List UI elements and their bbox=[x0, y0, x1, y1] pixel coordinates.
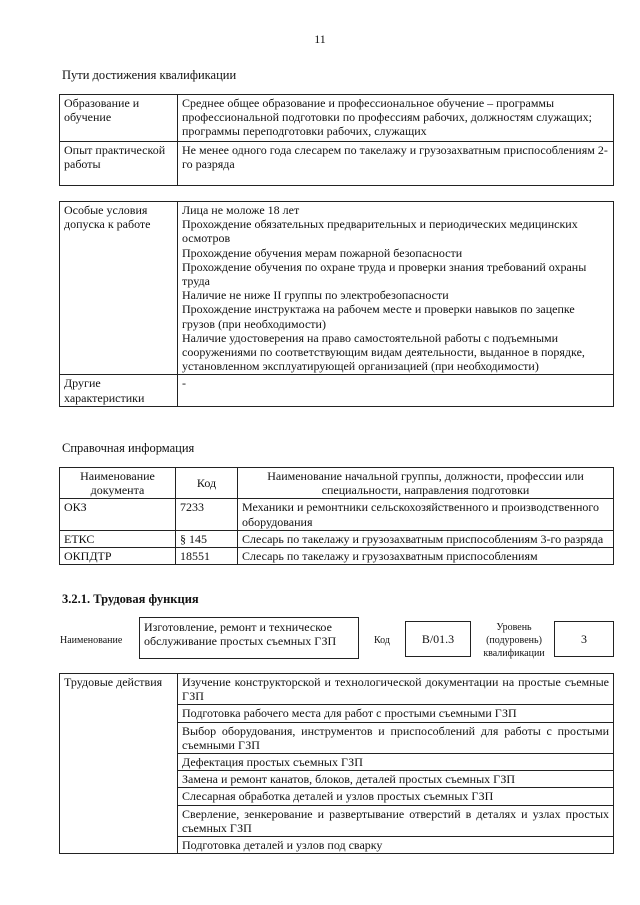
labor-action-item: Изучение конструкторской и технологической документации на простые съемные ГЗП bbox=[178, 674, 614, 705]
table-row bbox=[60, 202, 614, 375]
labor-actions-table bbox=[59, 673, 614, 854]
labor-actions-label: Трудовые действия bbox=[60, 674, 178, 854]
table-header-row bbox=[60, 468, 614, 499]
cell-code: § 145 bbox=[176, 530, 238, 547]
education-value: Среднее общее образование и профессиональное обучение – программы профессиональной подготовки по профессиям рабочих, должностям служащих; программы переподготовки рабочих, служащих bbox=[178, 95, 614, 142]
cell-name: Механики и ремонтники сельскохозяйственного и производственного оборудования bbox=[238, 499, 614, 530]
labor-action-item: Выбор оборудования, инструментов и приспособлений для работы с простыми съемными ГЗП bbox=[178, 722, 614, 753]
labor-action-item: Подготовка рабочего места для работ с простыми съемными ГЗП bbox=[178, 705, 614, 722]
other-characteristics-value: - bbox=[178, 375, 614, 406]
labor-action-item: Замена и ремонт канатов, блоков, деталей простых съемных ГЗП bbox=[178, 771, 614, 788]
table-row bbox=[60, 142, 614, 186]
cell-name: Слесарь по такелажу и грузозахватным приспособлениям bbox=[238, 548, 614, 565]
labor-function-heading: 3.2.1. Трудовая функция bbox=[62, 592, 199, 606]
condition-item: Наличие удостоверения на право самостоятельной работы с подъемными сооружениями по соответствующим видам деятельности, выданное в порядке, установленном эксплуатирующей организацией (при необходимости) bbox=[182, 330, 585, 374]
labor-action-item: Сверление, зенкерование и развертывание отверстий в деталях и узлах простых съемных ГЗП bbox=[178, 805, 614, 836]
labor-action-item: Подготовка деталей и узлов под сварку bbox=[178, 837, 614, 854]
table-row bbox=[60, 530, 614, 547]
condition-item: Прохождение инструктажа на рабочем месте и проверки навыков по зацепке грузов (при необходимости) bbox=[182, 302, 575, 331]
column-header-code: Код bbox=[176, 468, 238, 499]
labor-function-name: Изготовление, ремонт и техническое обслуживание простых съемных ГЗП bbox=[139, 617, 359, 659]
condition-item: Прохождение обучения по охране труда и проверки знания требований охраны труда bbox=[182, 259, 587, 289]
reference-table bbox=[59, 467, 614, 565]
labor-function-code: B/01.3 bbox=[405, 621, 471, 657]
page-number: 11 bbox=[314, 32, 326, 46]
code-label: Код bbox=[374, 635, 390, 646]
qualification-level-value: 3 bbox=[554, 621, 614, 657]
other-characteristics-label: Другие характеристики bbox=[60, 375, 178, 406]
qualification-paths-heading: Пути достижения квалификации bbox=[62, 68, 237, 82]
experience-label: Опыт практической работы bbox=[60, 142, 178, 186]
cell-code: 7233 bbox=[176, 499, 238, 530]
cell-document: ОКПДТР bbox=[60, 548, 176, 565]
condition-item: Наличие не ниже II группы по электробезопасности bbox=[182, 288, 449, 303]
cell-code: 18551 bbox=[176, 548, 238, 565]
experience-value: Не менее одного года слесарем по такелажу и грузозахватным приспособлениям 2-го разряда bbox=[178, 142, 614, 186]
table-row bbox=[60, 95, 614, 142]
condition-item: Прохождение обязательных предварительных и периодических медицинских осмотров bbox=[182, 217, 578, 246]
column-header-document: Наименование документа bbox=[60, 468, 176, 499]
labor-action-item: Слесарная обработка деталей и узлов простых съемных ГЗП bbox=[178, 788, 614, 805]
qualification-paths-table bbox=[59, 94, 614, 186]
cell-name: Слесарь по такелажу и грузозахватным приспособлениям 3-го разряда bbox=[238, 530, 614, 547]
education-label: Образование и обучение bbox=[60, 95, 178, 142]
table-row bbox=[60, 674, 614, 705]
admission-conditions bbox=[178, 202, 614, 375]
qualification-level-label: Уровень (подуровень) квалификации bbox=[483, 622, 545, 659]
table-row bbox=[60, 375, 614, 406]
cell-document: ЕТКС bbox=[60, 530, 176, 547]
admission-label: Особые условия допуска к работе bbox=[60, 202, 178, 375]
labor-action-item: Дефектация простых съемных ГЗП bbox=[178, 754, 614, 771]
name-label: Наименование bbox=[60, 635, 123, 646]
admission-table bbox=[59, 201, 614, 407]
cell-document: ОКЗ bbox=[60, 499, 176, 530]
table-row bbox=[60, 548, 614, 565]
condition-item: Лица не моложе 18 лет bbox=[182, 203, 300, 217]
column-header-name: Наименование начальной группы, должности, профессии или специальности, направления подготовки bbox=[238, 468, 614, 499]
reference-heading: Справочная информация bbox=[62, 441, 195, 455]
condition-item: Прохождение обучения мерам пожарной безопасности bbox=[182, 245, 463, 260]
table-row bbox=[60, 499, 614, 530]
